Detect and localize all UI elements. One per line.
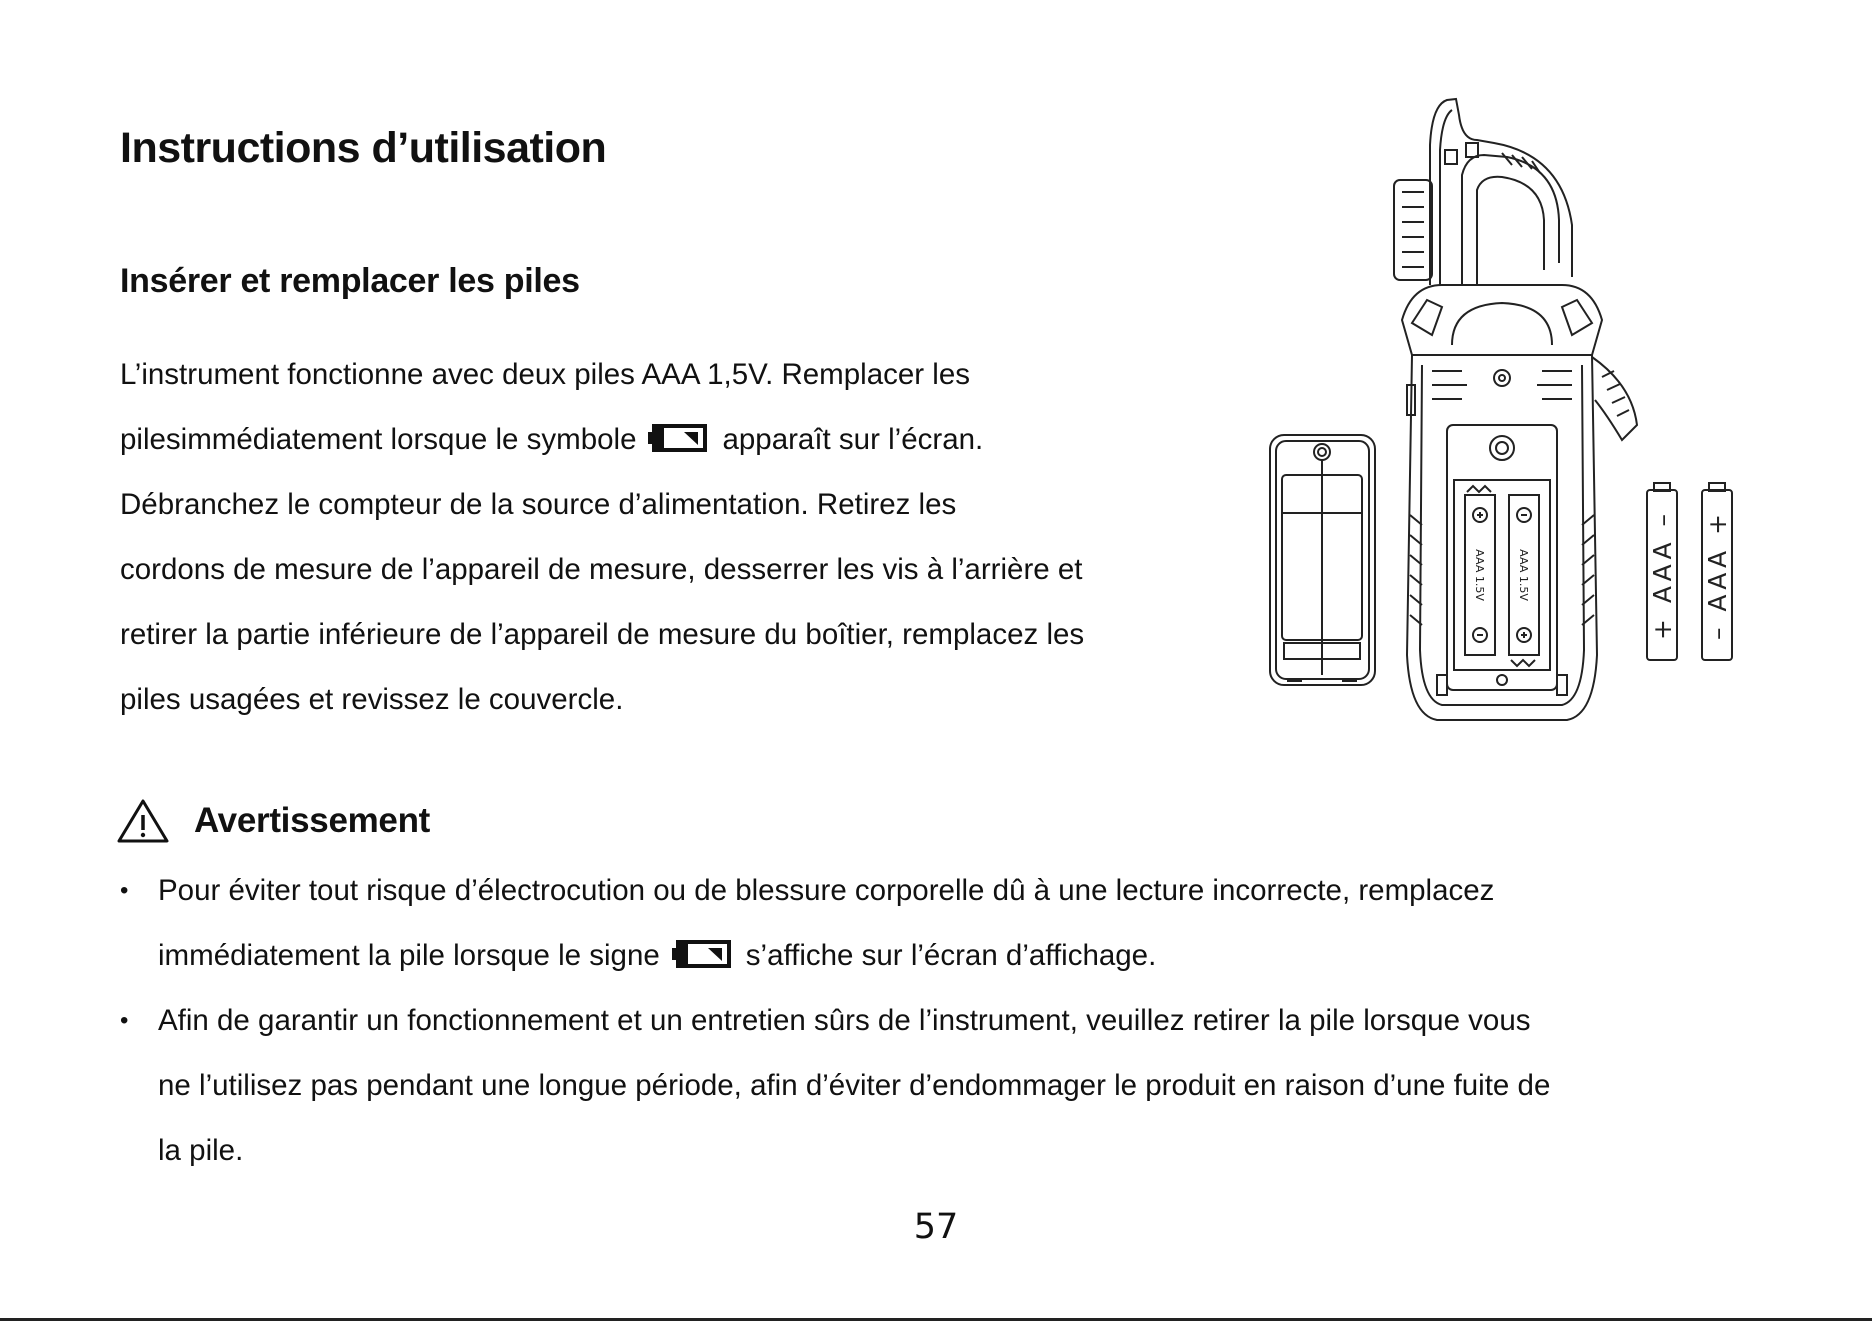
low-battery-icon	[648, 424, 708, 452]
body-line-1: L’instrument fonctionne avec deux piles AAA 1,5V. Remplacer les	[120, 358, 970, 391]
instructions-paragraph	[120, 342, 1270, 732]
aaa-battery-right	[1702, 483, 1732, 660]
warning-list	[120, 858, 1780, 1183]
bullet-marker: •	[120, 1007, 129, 1034]
aaa-battery-left	[1647, 483, 1677, 660]
battery-cover	[1270, 435, 1375, 685]
body-line-4: cordons de mesure de l’appareil de mesure, desserrer les vis à l’arrière et	[120, 553, 1083, 586]
page-title: Instructions d’utilisation	[120, 124, 607, 172]
warning-header	[116, 796, 430, 846]
body-line-6: piles usagées et revissez le couvercle.	[120, 683, 624, 716]
warning-item-1-line-2-end: s’affiche sur l’écran d’affichage.	[745, 939, 1157, 972]
clamp-meter-battery-illustration	[1262, 95, 1782, 725]
warning-item-1-line-2	[158, 923, 1780, 988]
warning-item-2-line-2: ne l’utilisez pas pendant une longue période, afin d’éviter d’endommager le produit en raison d’une fuite de	[158, 1069, 1551, 1102]
warning-item-1-line-1: Pour éviter tout risque d’électrocution ou de blessure corporelle dû à une lecture incorrecte, remplacez	[158, 874, 1495, 907]
page-number: 57	[913, 1207, 959, 1247]
compartment-label-right: AAA 1.5V	[1517, 549, 1530, 601]
warning-item-2-line-3: la pile.	[158, 1134, 244, 1167]
body-line-2-end: apparaît sur l’écran.	[722, 423, 984, 456]
battery-right-label: – AAA +	[1703, 509, 1732, 641]
body-line-3: Débranchez le compteur de la source d’alimentation. Retirez les	[120, 488, 957, 521]
warning-title: Avertissement	[194, 801, 431, 840]
bottom-rule	[0, 1318, 1872, 1321]
warning-item-2-line-1: Afin de garantir un fonctionnement et un entretien sûrs de l’instrument, veuillez retirer la pile lorsque vous	[158, 1004, 1531, 1037]
body-line-2-start: pilesimmédiatement lorsque le symbole	[120, 423, 637, 456]
warning-item	[120, 858, 1780, 988]
compartment-label-left: AAA 1.5V	[1473, 549, 1486, 601]
body-line-5: retirer la partie inférieure de l’appareil de mesure du boîtier, remplacez les	[120, 618, 1085, 651]
body-line-2	[120, 407, 1270, 472]
battery-left-label: + AAA –	[1648, 509, 1677, 641]
warning-triangle-icon	[116, 798, 170, 844]
section-title: Insérer et remplacer les piles	[120, 262, 580, 300]
warning-item	[120, 988, 1780, 1183]
warning-item-1-line-2-start: immédiatement la pile lorsque le signe	[158, 939, 660, 972]
bullet-marker: •	[120, 877, 129, 904]
low-battery-icon	[672, 940, 732, 968]
meter-body	[1402, 285, 1637, 720]
clamp-jaw	[1394, 99, 1572, 285]
